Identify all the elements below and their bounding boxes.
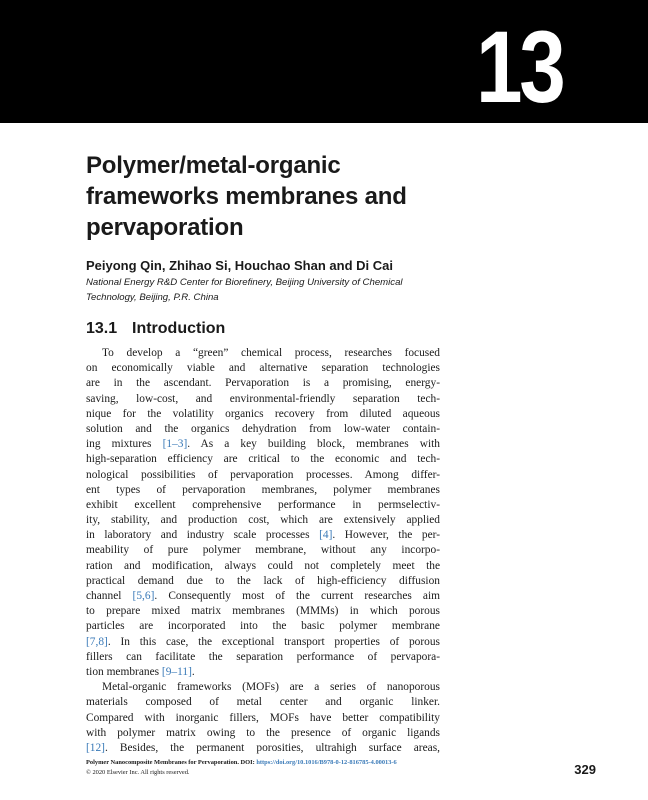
title-line: pervaporation <box>86 214 244 241</box>
body-line <box>86 376 440 391</box>
section-number: 13.1 <box>86 320 118 337</box>
body-line-text: ent types of pervaporation membranes, polymer membranes <box>86 483 440 496</box>
body-line <box>86 422 440 437</box>
citation-link[interactable]: [12] <box>86 741 105 754</box>
affiliation-line: Technology, Beijing, P.R. China <box>86 291 219 303</box>
body-line-text: . As a key building block, membranes with <box>187 438 440 451</box>
body-line <box>86 726 440 741</box>
citation-link[interactable]: [5,6] <box>132 590 155 602</box>
citation-link[interactable]: [1–3] <box>162 438 188 451</box>
body-line <box>86 559 440 574</box>
body-line-text: . However, the per- <box>332 529 440 542</box>
body-line <box>86 392 440 407</box>
body-text <box>86 346 440 756</box>
chapter-title <box>86 150 506 243</box>
body-line-text: practical demand due to the lack of high-efficiency diffusion <box>86 574 440 587</box>
title-line: frameworks membranes and <box>86 183 407 210</box>
body-line <box>86 483 440 498</box>
body-line-text: on economically viable and alternative separation technologies <box>86 362 440 375</box>
chapter-number: 13 <box>475 10 562 124</box>
body-line-text: saving, low-cost, and environmental-friendly separation tech- <box>86 392 440 405</box>
body-line-text: . Consequently most of the current researches aim <box>154 590 441 602</box>
body-line <box>86 468 440 483</box>
body-line-text: in laboratory and industry scale processes <box>86 529 320 542</box>
body-line-text: To develop a “green” chemical process, researches focused <box>102 347 440 359</box>
body-line <box>86 665 440 680</box>
body-line-text: particles are incorporated into the basic polymer membrane <box>86 620 440 633</box>
body-line-text: . <box>191 665 195 678</box>
affiliation-line: National Energy R&D Center for Biorefinery, Beijing University of Chemical <box>86 277 403 288</box>
body-line <box>86 346 440 361</box>
body-line <box>86 741 440 756</box>
body-line <box>86 513 440 528</box>
body-line-text: solution and the organics dehydration from low-water contain- <box>86 422 440 435</box>
body-line-text: Metal-organic frameworks (MOFs) are a series of nanoporous <box>102 681 440 694</box>
authors: Peiyong Qin, Zhihao Si, Houchao Shan and Di Cai <box>86 258 393 273</box>
body-line-text: materials composed of metal center and organic linker. <box>86 696 440 709</box>
citation-link[interactable]: [7,8] <box>86 635 108 648</box>
body-line-text: exhibit excellent comprehensive performance in permselectiv- <box>86 498 440 511</box>
body-line <box>86 604 440 619</box>
title-line: Polymer/metal-organic <box>86 152 341 179</box>
section-title: Introduction <box>132 320 226 337</box>
body-line <box>86 695 440 710</box>
body-line <box>86 680 440 695</box>
body-line-text: ration and modification, always could not completely meet the <box>86 559 440 572</box>
body-line <box>86 619 440 634</box>
footer-citation <box>86 758 397 768</box>
page-number: 329 <box>574 762 596 777</box>
copyright: © 2020 Elsevier Inc. All rights reserved. <box>86 769 190 776</box>
body-line-text: are in the ascendant. Pervaporation is a promising, energy- <box>86 377 440 390</box>
body-line <box>86 711 440 726</box>
affiliation <box>86 276 446 305</box>
body-line-text: Compared with inorganic fillers, MOFs have better compatibility <box>86 711 440 724</box>
body-line-text: . Besides, the permanent porosities, ultrahigh surface areas, <box>104 741 440 754</box>
section-heading <box>86 320 225 338</box>
body-line-text: nological possibilities of pervaporation processes. Among differ- <box>86 468 440 481</box>
citation-link[interactable]: [9–11] <box>161 665 192 678</box>
body-line <box>86 407 440 422</box>
book-title: Polymer Nanocomposite Membranes for Pervaporation. DOI: <box>86 759 257 766</box>
body-line-text: high-separation efficiency are critical to the economic and tech- <box>86 453 440 466</box>
body-line-text: . In this case, the exceptional transport properties of porous <box>107 635 440 648</box>
doi-link[interactable]: https://doi.org/10.1016/B978-0-12-816785-4.00013-6 <box>256 759 397 766</box>
body-line <box>86 361 440 376</box>
body-line-text: with polymer matrix owing to the presence of organic ligands <box>86 726 440 739</box>
footer <box>86 758 397 778</box>
body-line <box>86 574 440 589</box>
body-line-text: tion membranes <box>86 665 162 678</box>
body-line-text: meability of pure polymer membrane, without any incorpo- <box>86 544 440 557</box>
body-line <box>86 528 440 543</box>
body-line <box>86 498 440 513</box>
body-line <box>86 437 440 452</box>
body-line-text: nique for the volatility organics recovery from diluted aqueous <box>86 407 440 420</box>
body-line <box>86 543 440 558</box>
body-line-text: ing mixtures <box>86 438 163 451</box>
body-line-text: channel <box>86 590 133 602</box>
body-line <box>86 635 440 650</box>
citation-link[interactable]: [4] <box>319 529 333 542</box>
chapter-banner <box>0 0 648 123</box>
body-line <box>86 589 440 604</box>
body-line <box>86 452 440 467</box>
body-line-text: ity, stability, and production cost, which are extensively applied <box>86 514 440 527</box>
body-line <box>86 650 440 665</box>
body-line-text: fillers can facilitate the separation performance of pervapora- <box>86 650 440 663</box>
body-line-text: to prepare mixed matrix membranes (MMMs) in which porous <box>86 605 440 618</box>
